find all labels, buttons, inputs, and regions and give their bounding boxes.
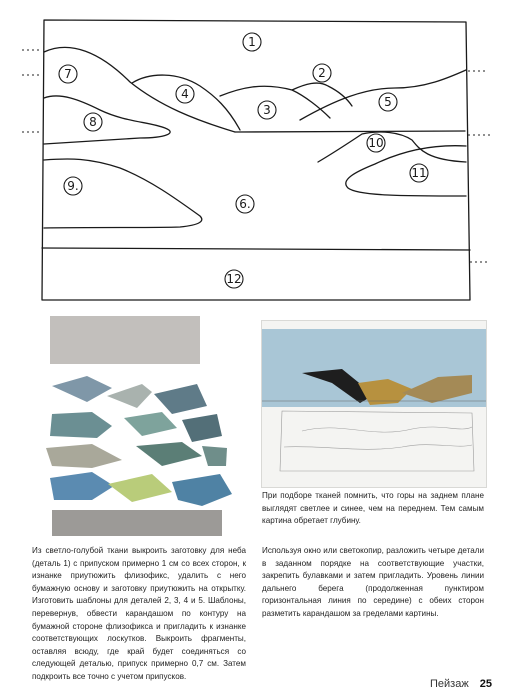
- fabric-pieces-photo: [32, 316, 242, 538]
- far-shore-line: [235, 131, 465, 132]
- section-title: Пейзаж: [429, 678, 469, 690]
- fabric-piece: [136, 442, 202, 466]
- fabric-piece: [50, 412, 112, 438]
- part-6-label: 6.: [239, 197, 251, 211]
- fabric-piece: [124, 412, 177, 436]
- pencil-outline: [302, 427, 472, 432]
- pencil-outline: [284, 445, 472, 450]
- part-1-label: 1: [248, 35, 256, 49]
- fabric-piece: [202, 446, 227, 466]
- assembled-photo: [261, 320, 487, 488]
- part-8-label: 8: [89, 115, 97, 129]
- dashed-guides: [22, 50, 490, 262]
- pattern-diagram: [0, 0, 514, 310]
- fabric-piece: [46, 444, 122, 468]
- pencil-outline: [280, 411, 474, 471]
- part-5-label: 5: [384, 95, 392, 109]
- part-12-label: 12: [226, 272, 242, 286]
- part-3-label: 3: [263, 103, 271, 117]
- fabric-piece: [52, 376, 112, 402]
- fabric-piece: [182, 414, 222, 442]
- fabric-piece: [154, 384, 207, 414]
- hill-11: [346, 146, 466, 196]
- instructions-right: Используя окно или светокопир, разложить четыре детали в заданном порядке на соответствующие участки, закрепить булавками и затем пригладить. Уровень линии дальнего берега (продолженная пунктиром горизонтальная линия по середине) с обеих сторон разметить карандашом за гределами картины.: [262, 546, 484, 618]
- part-4-label: 4: [181, 87, 189, 101]
- fabric-piece: [172, 474, 232, 506]
- page-footer: [430, 678, 492, 690]
- part-11-label: 11: [411, 166, 427, 180]
- fabric-piece: [107, 384, 152, 408]
- part-10-label: 10: [368, 136, 384, 150]
- part-2-label: 2: [318, 66, 326, 80]
- page-number: 25: [479, 678, 492, 690]
- part-7-label: 7: [64, 67, 72, 81]
- mountain-8: [44, 96, 170, 144]
- instructions-left: Из светло-голубой ткани выкроить заготовку для неба (деталь 1) с припуском примерно 1 см со всех сторон, к изнанке приутюжить флизофикс, удалить с него бумажную основу и заготовку приутюжить на открытку. Изготовить шаблоны для деталей 2, 3, 4 и 5. Шаблоны, перевернув, обвести карандашом по контуру на бумажной стороне флизофикса и пригладить к изнанке соответствующих лоскутков. Выкроить фрагменты, оставляя всюду, где край будет соединяться со следующей деталью, припуск примерно 0,7 см. Затем подкроить все точно с учетом припусков.: [32, 546, 246, 681]
- photo-caption: При подборе тканей помнить, что горы на заднем плане выглядят светлее и синее, чем на переднем. Тем самым картина обретает глубину.: [262, 491, 484, 526]
- fabric-piece: [108, 474, 172, 502]
- mountain-7: [44, 47, 235, 132]
- fabric-piece: [50, 472, 114, 500]
- foreground-line: [42, 248, 470, 250]
- grey-fabric-strip: [52, 510, 222, 536]
- part-9-label: 9.: [67, 179, 79, 193]
